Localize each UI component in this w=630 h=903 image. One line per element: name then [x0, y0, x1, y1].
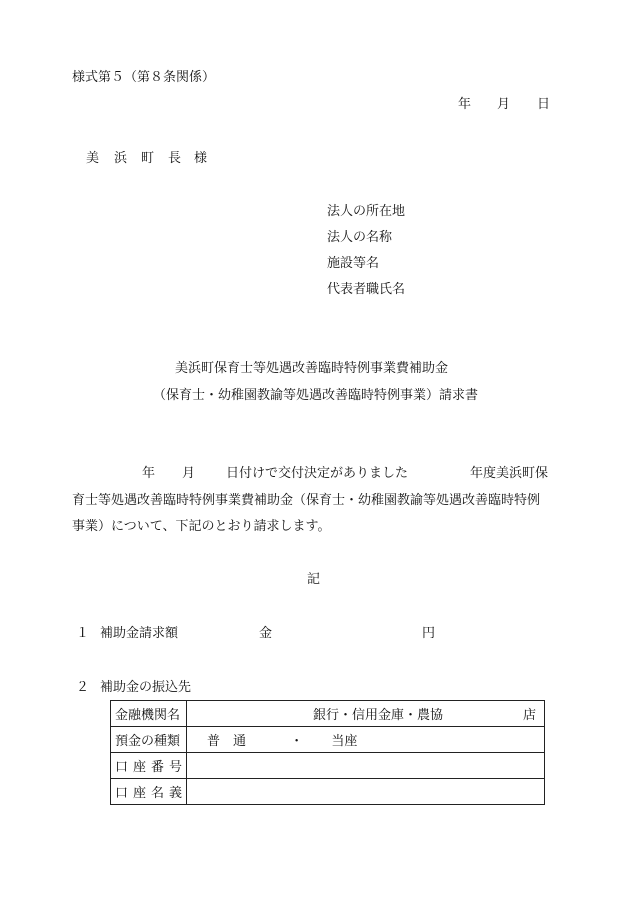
- addressee-char: 美: [86, 151, 100, 166]
- label-char: 座: [132, 786, 146, 801]
- ki-heading: 記: [307, 572, 321, 587]
- bank-row-institution: [111, 701, 545, 727]
- account-holder-label: [115, 782, 182, 801]
- body-month: 月: [182, 466, 196, 481]
- label-char: 口: [115, 786, 129, 801]
- account-holder-label-cell: [111, 779, 187, 805]
- body-year: 年: [142, 466, 156, 481]
- label-char: 義: [168, 786, 182, 801]
- bank-account-table: [110, 700, 545, 805]
- body-line3: 事業）について、下記のとおり請求します。: [72, 519, 331, 534]
- date-month: 月: [497, 97, 511, 112]
- addressee-char: 浜: [114, 151, 128, 166]
- label-char: 口: [115, 760, 129, 775]
- representative-label: 代表者職氏名: [327, 282, 406, 297]
- bank-row-account-number: [111, 753, 545, 779]
- body-line1-text: 日付けで交付決定がありました: [226, 466, 409, 481]
- title-line-1: 美浜町保育士等処遇改善臨時特例事業費補助金: [175, 361, 449, 376]
- date-day: 日: [537, 97, 551, 112]
- institution-label: 金融機関名: [115, 708, 181, 723]
- label-char: 座: [132, 760, 146, 775]
- item1-yen: 円: [422, 626, 436, 641]
- institution-label-cell: [111, 701, 187, 727]
- body-line2: 育士等処遇改善臨時特例事業費補助金（保育士・幼稚園教諭等処遇改善臨時特例: [72, 493, 541, 508]
- account-number-label-cell: [111, 753, 187, 779]
- account-number-label: [115, 756, 182, 775]
- deposit-current-option: 当座: [331, 734, 358, 749]
- item1-number: １: [76, 626, 90, 641]
- bank-row-account-holder: [111, 779, 545, 805]
- item2-label: 補助金の振込先: [100, 680, 192, 695]
- applicant-address-label: 法人の所在地: [327, 204, 406, 219]
- label-char: 名: [150, 786, 164, 801]
- item2-number: ２: [76, 680, 90, 695]
- deposit-ordinary-option: 普 通: [207, 734, 247, 749]
- bank-row-deposit-type: [111, 727, 545, 753]
- addressee-char: 町: [141, 151, 155, 166]
- form-label: 様式第５（第８条関係）: [72, 70, 216, 85]
- branch-suffix: 店: [522, 708, 536, 723]
- body-line1-tail: 年度美浜町保: [470, 466, 549, 481]
- addressee-char: 様: [194, 151, 208, 166]
- institution-type: 銀行・信用金庫・農協: [313, 708, 444, 723]
- deposit-separator: ・: [290, 734, 304, 749]
- account-number-value-cell[interactable]: [187, 753, 545, 779]
- deposit-type-label-cell: [111, 727, 187, 753]
- item1-kin: 金: [259, 626, 273, 641]
- title-line-2: （保育士・幼稚園教諭等処遇改善臨時特例事業）請求書: [153, 388, 479, 403]
- deposit-type-value-cell: [187, 727, 545, 753]
- facility-name-label: 施設等名: [327, 256, 380, 271]
- label-char: 号: [168, 760, 182, 775]
- label-char: 番: [150, 760, 164, 775]
- applicant-name-label: 法人の名称: [327, 230, 393, 245]
- account-holder-value-cell[interactable]: [187, 779, 545, 805]
- item1-label: 補助金請求額: [100, 626, 179, 641]
- date-year: 年: [458, 97, 472, 112]
- addressee-char: 長: [168, 151, 182, 166]
- deposit-type-label: 預金の種類: [115, 734, 181, 749]
- institution-value-cell: [187, 701, 545, 727]
